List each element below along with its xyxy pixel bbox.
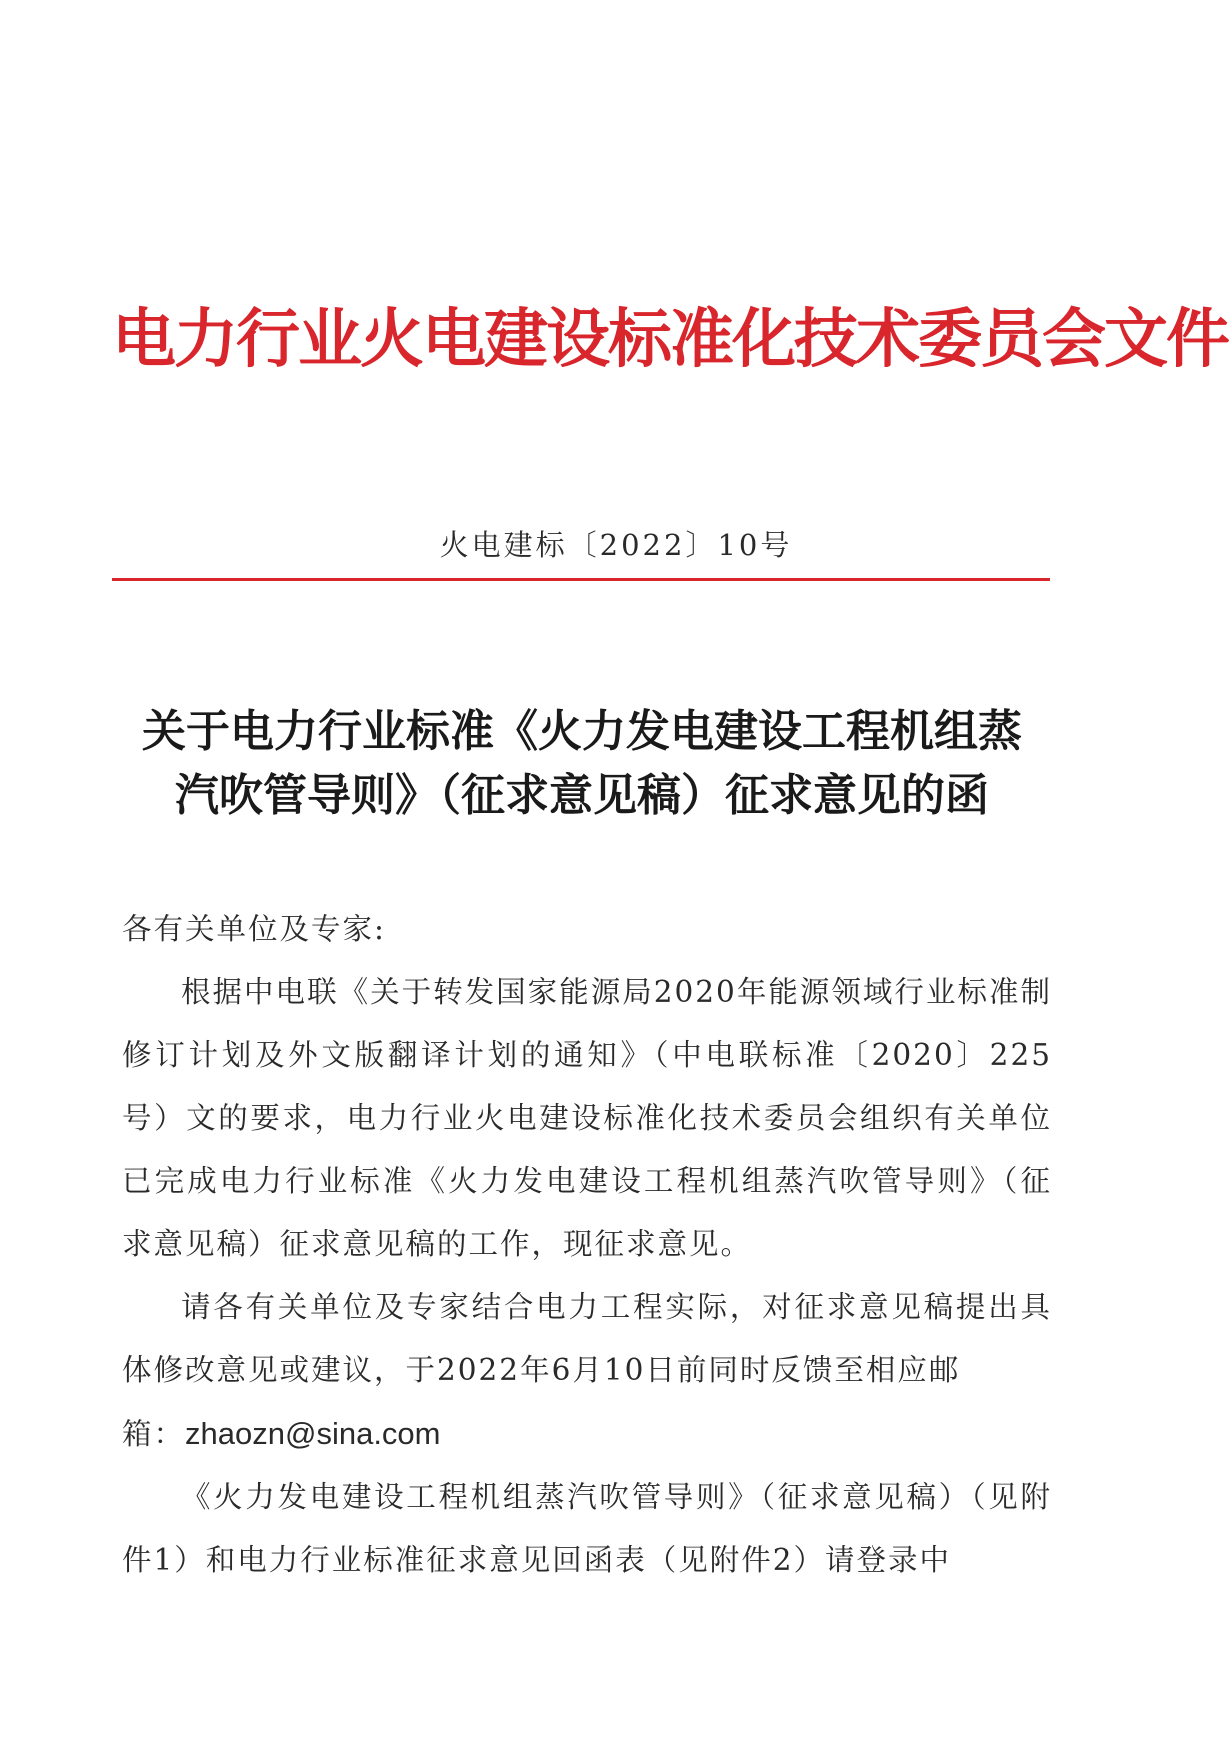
email-line [122, 1402, 1052, 1466]
letter-body [122, 898, 1052, 1592]
email-address: zhaozn@sina.com [185, 1416, 441, 1451]
paragraph-3: 《火力发电建设工程机组蒸汽吹管导则》（征求意见稿）（见附件1）和电力行业标准征求意见回函表（见附件2）请登录中 [122, 1480, 1052, 1577]
letter-title-line-2: 汽吹管导则》（征求意见稿）征求意见的函 [175, 770, 989, 821]
email-prefix: 箱： [122, 1417, 186, 1451]
paragraph-1: 根据中电联《关于转发国家能源局2020年能源领域行业标准制修订计划及外文版翻译计划的通知》（中电联标准〔2020〕225号）文的要求，电力行业火电建设标准化技术委员会组织有关单位已完成电力行业标准《火力发电建设工程机组蒸汽吹管导则》（征求意见稿）征求意见稿的工作，现征求意见。 [122, 975, 1052, 1261]
letter-title-line-1: 关于电力行业标准《火力发电建设工程机组蒸 [142, 706, 1022, 757]
paragraph-2: 请各有关单位及专家结合电力工程实际，对征求意见稿提出具体修改意见或建议，于2022年6月10日前同时反馈至相应邮 [122, 1290, 1052, 1387]
issuer-title: 电力行业火电建设标准化技术委员会文件 [112, 303, 1228, 377]
letter-title [112, 700, 1052, 828]
document-number: 火电建标〔2022〕10号 [439, 528, 793, 562]
salutation: 各有关单位及专家: [122, 912, 386, 946]
red-divider-line [112, 578, 1050, 581]
